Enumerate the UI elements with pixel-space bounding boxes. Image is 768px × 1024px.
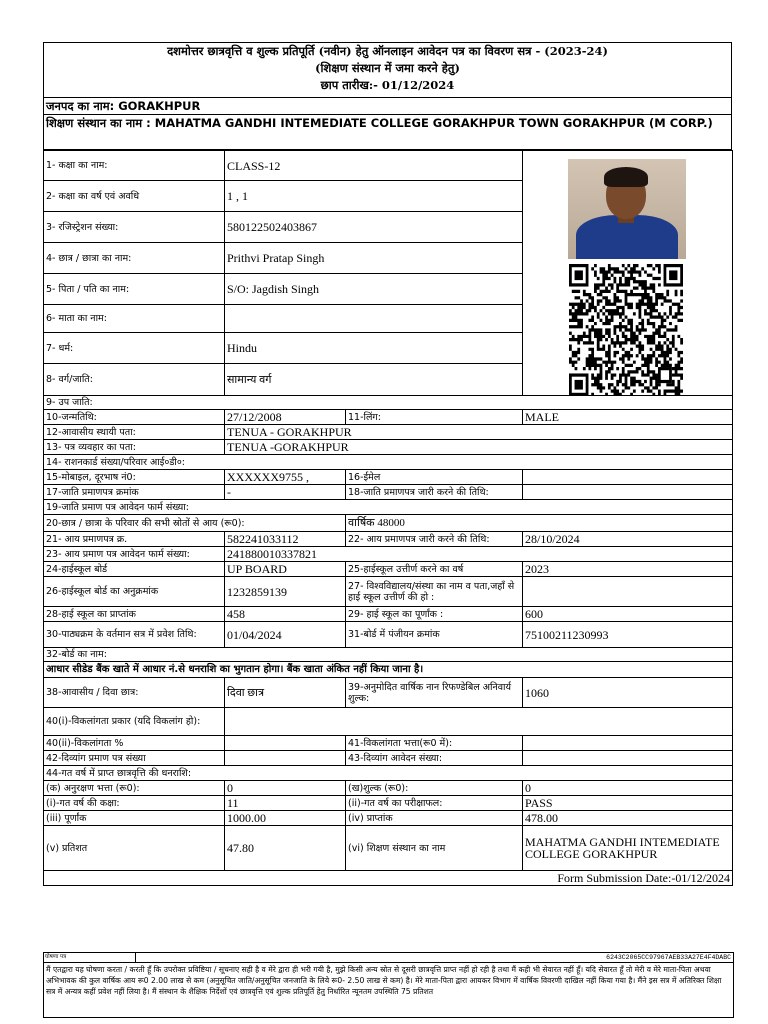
label-hs-roll: 26-हाईस्कूल बोर्ड का अनुक्रमांक: [44, 577, 225, 607]
label-disability-cert: 42-दिव्यांग प्रमाण पत्र संख्या: [44, 751, 225, 766]
label-religion: 7- धर्म:: [44, 333, 225, 364]
label-hs-board: 24-हाईस्कूल बोर्ड: [44, 562, 225, 577]
value-religion: Hindu: [225, 333, 523, 364]
label-prev-institution: (vi) शिक्षण संस्थान का नाम: [346, 826, 523, 871]
label-percentage: (v) प्रतिशत: [44, 826, 225, 871]
value-board-reg: 75100211230993: [523, 622, 733, 648]
label-admission-date: 30-पाठ्यक्रम के वर्तमान सत्र में प्रवेश तिथि:: [44, 622, 225, 648]
value-family-income: वार्षिक 48000: [346, 515, 733, 532]
value-hs-institution: [523, 577, 733, 607]
label-prev-result: (ii)-गत वर्ष का परीक्षाफल:: [346, 796, 523, 811]
label-income-cert-no: 21- आय प्रमाणपत्र क्र.: [44, 532, 225, 547]
value-hs-year: 2023: [523, 562, 733, 577]
label-disability-allowance: 41-विकलांगता भत्ता(रू0 में):: [346, 736, 523, 751]
value-caste-cert-date: [523, 485, 733, 500]
value-category: सामान्य वर्ग: [225, 364, 523, 396]
label-hs-year: 25-हाईस्कूल उत्तीर्ण करने का वर्ष: [346, 562, 523, 577]
label-student-name: 4- छात्र / छात्रा का नाम:: [44, 243, 225, 274]
label-class: 1- कक्षा का नाम:: [44, 151, 225, 181]
label-hs-marks: 28-हाई स्कूल का प्राप्तांक: [44, 607, 225, 622]
value-maintenance: 0: [225, 781, 346, 796]
student-photo: [568, 159, 686, 259]
label-total-marks: (iii) पूर्णांक: [44, 811, 225, 826]
label-board-reg: 31-बोर्ड में पंजीयन क्रमांक: [346, 622, 523, 648]
label-income-cert-date: 22- आय प्रमाणपत्र जारी करने की तिथि:: [346, 532, 523, 547]
value-hs-board: UP BOARD: [225, 562, 346, 577]
label-father-name: 5- पिता / पति का नाम:: [44, 274, 225, 305]
label-correspondence-address: 13- पत्र व्यवहार का पता:: [44, 440, 225, 455]
value-student-name: Prithvi Pratap Singh: [225, 243, 523, 274]
value-prev-result: PASS: [523, 796, 733, 811]
label-family-income: 20-छात्र / छात्रा के परिवार की सभी स्रोतों से आय (रू0):: [44, 515, 346, 532]
label-hs-institution: 27- विश्वविद्यालय/संस्था का नाम व पता,जहाँ से हाई स्कूल उत्तीर्ण की हो :: [346, 577, 523, 607]
label-mobile: 15-मोबाइल, दूरभाष नं0:: [44, 470, 225, 485]
label-registration: 3- रजिस्ट्रेशन संख्या:: [44, 212, 225, 243]
value-dob: 27/12/2008: [225, 410, 346, 425]
label-obtained-marks: (iv) प्राप्तांक: [346, 811, 523, 826]
value-class-year: 1 , 1: [225, 181, 523, 212]
declaration-box: [43, 952, 734, 1018]
value-disability-percent: [225, 736, 346, 751]
label-prev-scholarship: 44-गत वर्ष में प्राप्त छात्रवृत्ति की धनराशि:: [44, 766, 733, 781]
value-disability-app: [523, 751, 733, 766]
value-total-marks: 1000.00: [225, 811, 346, 826]
label-gender: 11-लिंग:: [346, 410, 523, 425]
label-fee: 39-अनुमोदित वार्षिक नान रिफण्डेबिल अनिवार्य शुल्क:: [346, 678, 523, 708]
value-admission-date: 01/04/2024: [225, 622, 346, 648]
label-residential: 38-आवासीय / दिवा छात्र:: [44, 678, 225, 708]
value-registration: 580122502403867: [225, 212, 523, 243]
label-email: 16-ईमेल: [346, 470, 523, 485]
value-obtained-marks: 478.00: [523, 811, 733, 826]
value-income-form-no: 241880010337821: [225, 547, 733, 562]
label-category: 8- वर्ग/जाति:: [44, 364, 225, 396]
label-disability-app: 43-दिव्यांग आवेदन संख्या:: [346, 751, 523, 766]
value-caste-cert-no: -: [225, 485, 346, 500]
value-prev-institution: MAHATMA GANDHI INTEMEDIATE COLLEGE GORAKHPUR: [523, 826, 733, 871]
label-disability-percent: 40(ii)-विकलांगता %: [44, 736, 225, 751]
value-father-name: S/O: Jagdish Singh: [225, 274, 523, 305]
form-hash: 6243C2065CC97967AEB33A27E4F4DABC: [606, 954, 731, 961]
form-title: दशमोत्तर छात्रवृत्ति व शुल्क प्रतिपूर्ति (नवीन) हेतु ऑनलाइन आवेदन पत्र का विवरण सत्र - (2023-24): [167, 44, 608, 58]
value-disability-type: [225, 708, 733, 736]
form-subtitle: (शिक्षण संस्थान में जमा करने हेतु): [315, 61, 460, 75]
label-mother-name: 6- माता का नाम:: [44, 305, 225, 333]
value-income-cert-no: 582241033112: [225, 532, 346, 547]
label-ration-card: 14- राशनकार्ड संख्या/परिवार आई०डी०:: [44, 455, 733, 470]
value-hs-total: 600: [523, 607, 733, 622]
declaration-text: मैं एतद्वारा यह घोषणा करता / करती हूँ कि उपरोक्त प्रविष्टिया / सूचनाए सही है व मेरे द्वारा ही भरी गयी है, मुझे किसी अन्य स्रोत से दूसरी छात्रवृत्ति प्राप्त नहीं हो रही है तथा मैं कही भी सेवारत नहीं हूँ। यदि सेवारत हूँ तो मेरी व मेरे माता-पिता अथवा अभिभावक की कुल वार्षिक आय रू0 2.00 लाख से कम (अनुसूचित जाति/अनुसूचित जनजाति के लिये रू0- 2.50 लाख से कम) है। मेरे माता-पिता द्वारा आयकर विभाग में वार्षिक विवरणी दाखिल नहीं किया गया है। मैंने इस सत्र में अतिरिक्त शिक्षा सत्र में अन्यत्र कहीं प्रवेश नहीं लिया है। मैं संस्थान के शैक्षिक निर्देशों एवं छात्रवृत्ति एवं शुल्क प्रतिपूर्ति हेतु निर्धारित न्यूनतम उपस्थिति 75 प्रतिशत: [46, 965, 722, 996]
district-name: जनपद का नाम: GORAKHPUR: [43, 98, 732, 115]
label-maintenance: (क) अनुरक्षण भत्ता (रू0):: [44, 781, 225, 796]
aadhaar-note: आधार सीडेड बैंक खाते में आधार नं.से धनराशि का भुगतान होगा। बैंक खाता अंकित नहीं किया जाना है।: [44, 662, 733, 678]
label-disability-type: 40(i)-विकलांगता प्रकार (यदि विकलांग हो):: [44, 708, 225, 736]
value-percentage: 47.80: [225, 826, 346, 871]
label-caste-cert-no: 17-जाति प्रमाणपत्र क्रमांक: [44, 485, 225, 500]
value-fee: 1060: [523, 678, 733, 708]
label-income-form-no: 23- आय प्रमाण पत्र आवेदन फार्म संख्या:: [44, 547, 225, 562]
label-permanent-address: 12-आवासीय स्थायी पता:: [44, 425, 225, 440]
value-mother-name: [225, 305, 523, 333]
label-hs-total: 29- हाई स्कूल का पूर्णांक :: [346, 607, 523, 622]
value-hs-roll: 1232859139: [225, 577, 346, 607]
value-hs-marks: 458: [225, 607, 346, 622]
details-table: [43, 150, 733, 886]
value-residential: दिवा छात्र: [225, 678, 346, 708]
label-subcaste: 9- उप जाति:: [44, 396, 733, 410]
submission-date: Form Submission Date:-01/12/2024: [44, 871, 733, 886]
value-permanent-address: TENUA - GORAKHPUR: [225, 425, 733, 440]
value-prev-class: 11: [225, 796, 346, 811]
value-email: [523, 470, 733, 485]
value-disability-cert: [225, 751, 346, 766]
label-fee-paid: (ख)शुल्क (रू0):: [346, 781, 523, 796]
qr-code: [569, 264, 683, 396]
label-caste-cert-date: 18-जाति प्रमाणपत्र जारी करने की तिथि:: [346, 485, 523, 500]
label-dob: 10-जन्मतिथि:: [44, 410, 225, 425]
form-header: [43, 42, 732, 98]
value-class: CLASS-12: [225, 151, 523, 181]
label-class-year: 2- कक्षा का वर्ष एवं अवधि: [44, 181, 225, 212]
value-fee-paid: 0: [523, 781, 733, 796]
value-correspondence-address: TENUA -GORAKHPUR: [225, 440, 733, 455]
value-mobile: XXXXXX9755 ,: [225, 470, 346, 485]
institution-name: शिक्षण संस्थान का नाम : MAHATMA GANDHI INTEMEDIATE COLLEGE GORAKHPUR TOWN GORAKHPUR (M CORP.): [43, 115, 732, 150]
value-gender: MALE: [523, 410, 733, 425]
label-caste-form-no: 19-जाति प्रमाण पत्र आवेदन फार्म संख्या:: [44, 500, 733, 515]
label-prev-class: (i)-गत वर्ष की कक्षा:: [44, 796, 225, 811]
application-form: [43, 42, 732, 886]
declaration-title: घोषणा पत्र: [44, 953, 136, 962]
label-board-name: 32-बोर्ड का नाम:: [44, 648, 733, 662]
print-date: छाप तारीख:- 01/12/2024: [320, 78, 455, 92]
photo-qr-cell: [523, 151, 733, 396]
value-income-cert-date: 28/10/2024: [523, 532, 733, 547]
value-disability-allowance: [523, 736, 733, 751]
